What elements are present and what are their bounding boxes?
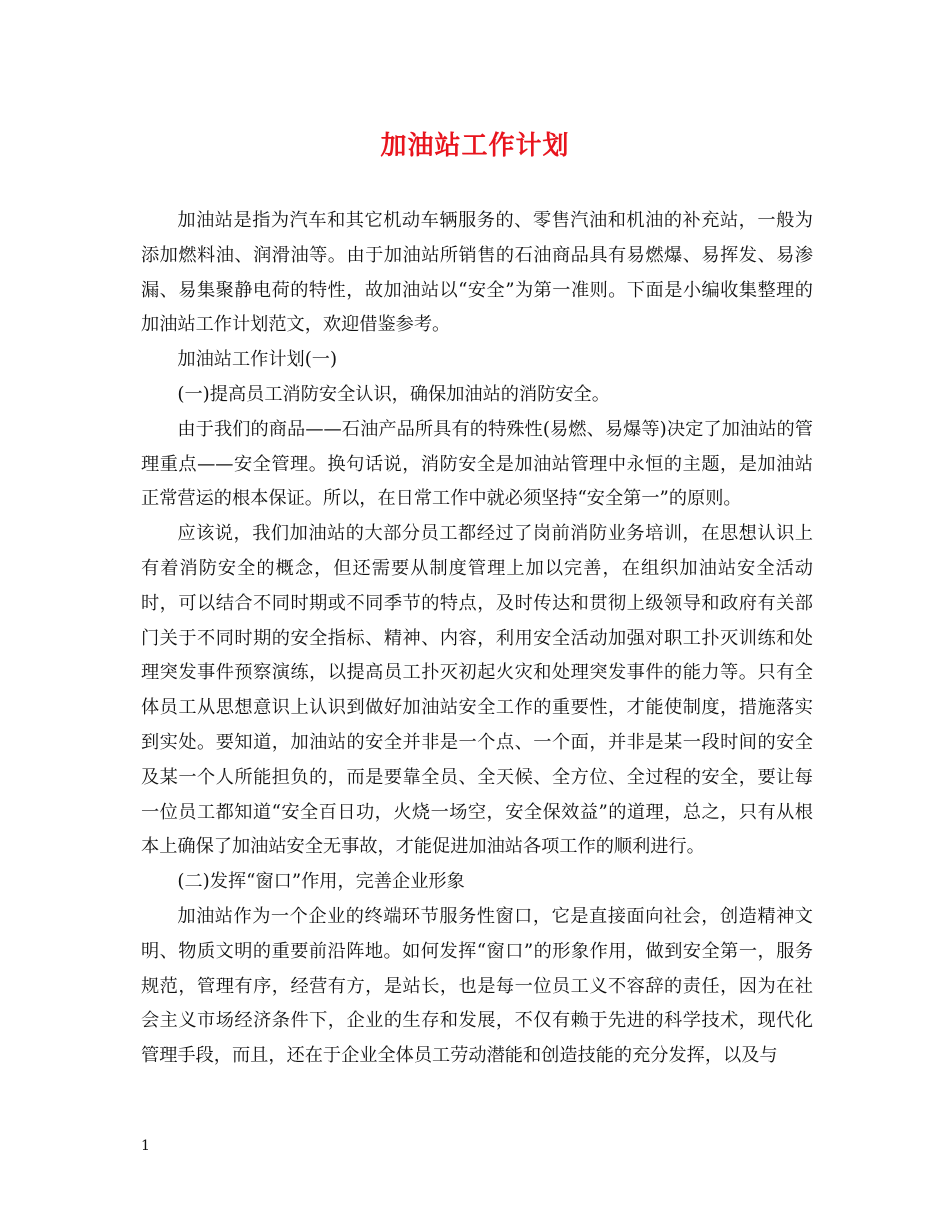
document-body bbox=[141, 204, 813, 1074]
section-heading-2: (二)发挥“窗口”作用，完善企业形象 bbox=[177, 871, 465, 893]
document-title: 加油站工作计划 bbox=[380, 131, 570, 161]
plan-heading: 加油站工作计划(一) bbox=[177, 349, 338, 371]
section-heading-1: (一)提高员工消防安全认识，确保加油站的消防安全。 bbox=[177, 383, 610, 405]
body-paragraph: 应该说，我们加油站的大部分员工都经过了岗前消防业务培训，在思想认识上有着消防安全的概念，但还需要从制度管理上加以完善，在组织加油站安全活动时，可以结合不同时期或不同季节的特点，及时传达和贯彻上级领导和政府有关部门关于不同时期的安全指标、精神、内容，利用安全活动加强对职工扑灭训练和处理突发事件预察演练，以提高员工扑灭初起火灾和处理突发事件的能力等。只有全体员工从思想意识上认识到做好加油站安全工作的重要性，才能使制度，措施落实到实处。要知道，加油站的安全并非是一个点、一个面，并非是某一段时间的安全及某一个人所能担负的，而是要靠全员、全天候、全方位、全过程的安全，要让每一位员工都知道“安全百日功，火烧一场空，安全保效益”的道理，总之，只有从根本上确保了加油站安全无事故，才能促进加油站各项工作的顺利进行。 bbox=[141, 523, 813, 858]
intro-paragraph: 加油站是指为汽车和其它机动车辆服务的、零售汽油和机油的补充站，一般为添加燃料油、润滑油等。由于加油站所销售的石油商品具有易燃爆、易挥发、易渗漏、易集聚静电荷的特性，故加油站以“安全”为第一准则。下面是小编收集整理的加油站工作计划范文，欢迎借鉴参考。 bbox=[141, 210, 813, 336]
page-number: 1 bbox=[141, 1138, 150, 1154]
body-paragraph: 由于我们的商品——石油产品所具有的特殊性(易燃、易爆等)决定了加油站的管理重点——安全管理。换句话说，消防安全是加油站管理中永恒的主题，是加油站正常营运的根本保证。所以，在日常工作中就必须坚持“安全第一”的原则。 bbox=[141, 418, 813, 510]
body-paragraph: 加油站作为一个企业的终端环节服务性窗口，它是直接面向社会，创造精神文明、物质文明的重要前沿阵地。如何发挥“窗口”的形象作用，做到安全第一，服务规范，管理有序，经营有方，是站长，也是每一位员工义不容辞的责任，因为在社会主义市场经济条件下，企业的生存和发展，不仅有赖于先进的科学技术，现代化管理手段，而且，还在于企业全体员工劳动潜能和创造技能的充分发挥，以及与 bbox=[141, 905, 813, 1067]
